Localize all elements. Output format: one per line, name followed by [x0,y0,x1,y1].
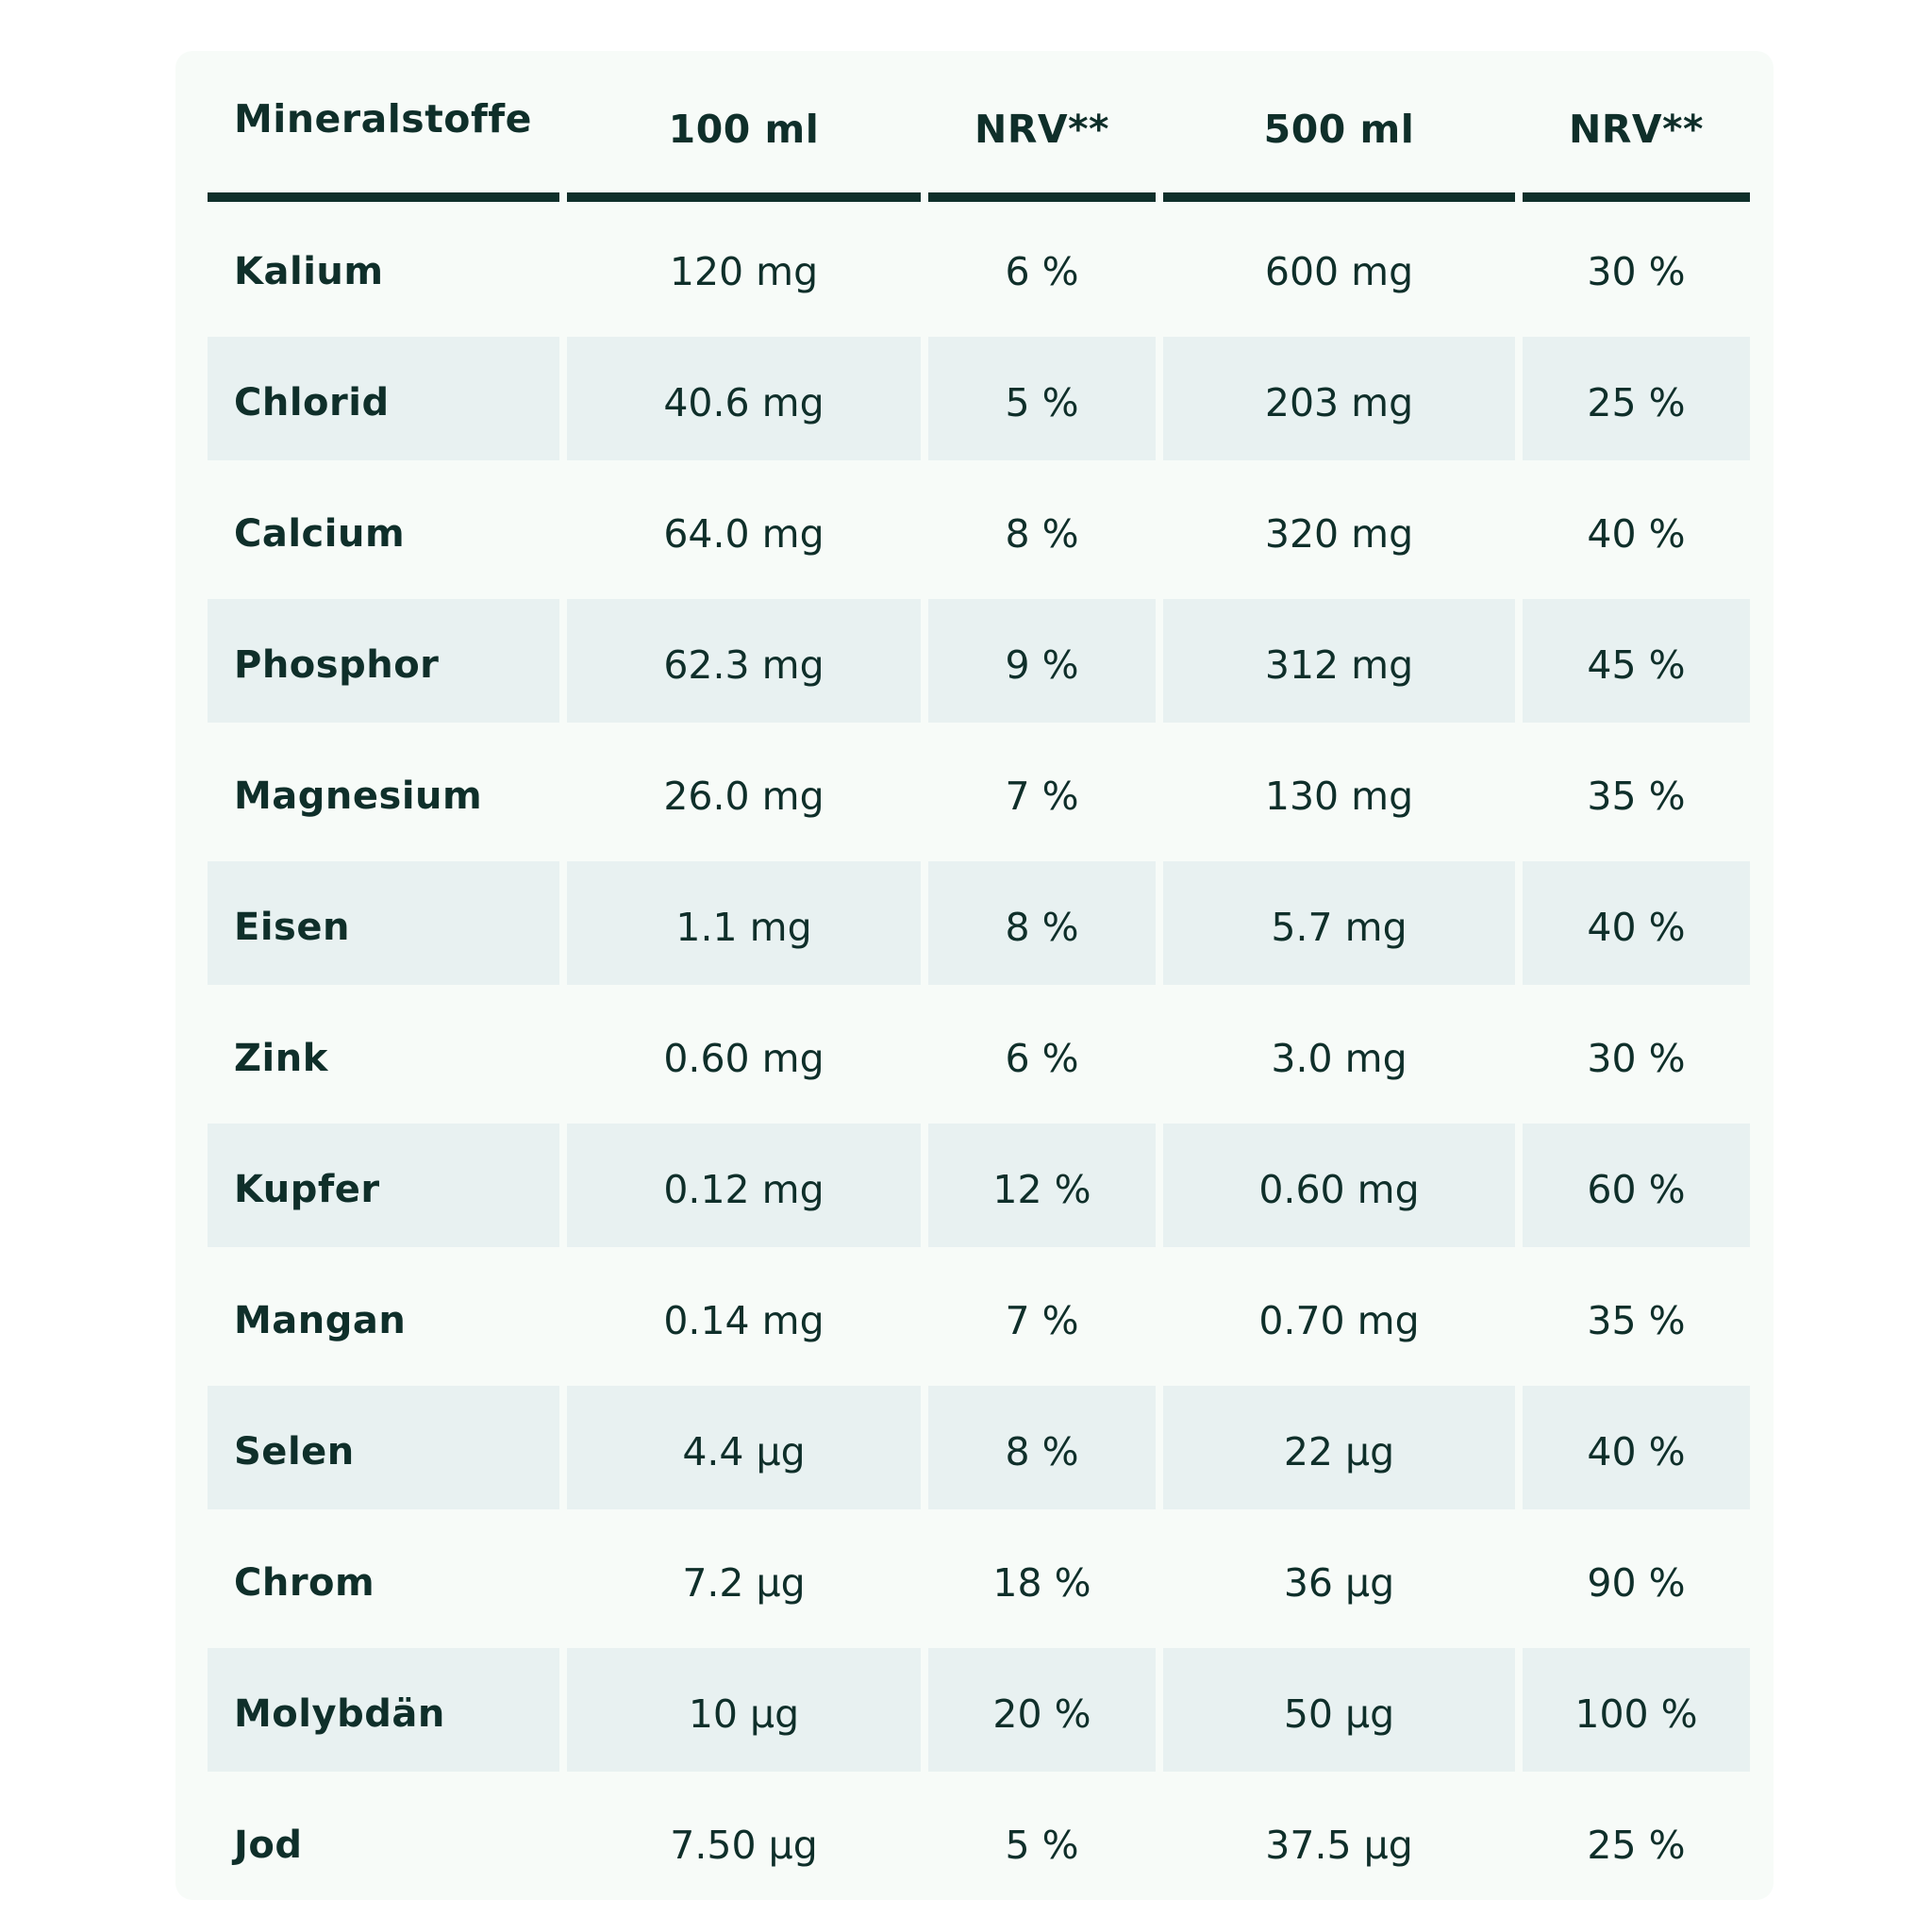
nrv-500ml: 40 % [1587,904,1686,950]
header-500ml: 500 ml [1163,66,1515,202]
mineral-name: Selen [234,1429,355,1474]
value-100ml: 40.6 mg [663,379,824,425]
value-500ml: 22 µg [1283,1428,1395,1474]
table-row [208,333,1742,464]
value-100ml-cell [567,1517,921,1641]
nrv-100ml-cell [928,1648,1156,1772]
value-500ml: 320 mg [1264,510,1414,557]
mineral-name-cell [208,992,559,1116]
table-header [208,66,1742,202]
mineral-name: Calcium [234,511,406,556]
value-100ml: 120 mg [669,248,819,294]
value-100ml: 7.50 µg [670,1822,818,1868]
mineral-name: Zink [234,1036,328,1080]
nrv-100ml-cell [928,992,1156,1116]
nrv-100ml-cell [928,1255,1156,1378]
nrv-500ml-cell [1523,1124,1750,1247]
value-100ml: 4.4 µg [682,1428,806,1474]
nrv-100ml: 6 % [1005,1035,1079,1081]
mineral-name: Eisen [234,905,350,949]
table-row [208,858,1742,989]
value-100ml: 7.2 µg [682,1559,806,1606]
value-500ml: 0.60 mg [1258,1166,1420,1212]
value-500ml: 600 mg [1264,248,1414,294]
nrv-100ml-cell [928,1124,1156,1247]
nrv-100ml: 9 % [1005,641,1079,688]
value-100ml-cell [567,206,921,329]
nrv-100ml: 5 % [1005,1822,1079,1868]
nrv-500ml: 35 % [1587,1297,1686,1343]
mineral-name-cell [208,1648,559,1772]
nrv-500ml-cell [1523,337,1750,460]
nrv-100ml: 8 % [1005,904,1079,950]
nrv-500ml: 60 % [1587,1166,1686,1212]
value-500ml-cell [1163,1517,1515,1641]
table-row [208,1251,1742,1382]
nrv-500ml-cell [1523,730,1750,854]
nrv-100ml: 18 % [992,1559,1091,1606]
value-500ml-cell [1163,337,1515,460]
value-500ml: 203 mg [1264,379,1414,425]
nrv-100ml: 20 % [992,1690,1091,1737]
nrv-500ml-cell [1523,1255,1750,1378]
nrv-500ml: 45 % [1587,641,1686,688]
value-500ml-cell [1163,206,1515,329]
value-500ml-cell [1163,861,1515,985]
mineral-name: Kalium [234,249,384,293]
mineral-name-cell [208,468,559,591]
value-500ml-cell [1163,468,1515,591]
nrv-500ml: 25 % [1587,1822,1686,1868]
mineral-name: Chrom [234,1560,375,1605]
nrv-100ml-cell [928,730,1156,854]
mineral-name: Mangan [234,1298,407,1342]
nrv-100ml-cell [928,1779,1156,1903]
value-500ml: 0.70 mg [1258,1297,1420,1343]
value-500ml-cell [1163,1779,1515,1903]
nrv-100ml: 5 % [1005,379,1079,425]
table-row [208,595,1742,726]
value-100ml-cell [567,1386,921,1509]
mineral-name: Magnesium [234,774,483,818]
nrv-500ml: 90 % [1587,1559,1686,1606]
mineral-name-cell [208,1386,559,1509]
nrv-500ml-cell [1523,599,1750,723]
nrv-100ml-cell [928,206,1156,329]
header-nrv-500ml: NRV** [1523,66,1750,202]
nrv-500ml-cell [1523,468,1750,591]
value-500ml-cell [1163,599,1515,723]
header-100ml: 100 ml [567,66,921,202]
header-mineralstoffe: Mineralstoffe [208,66,559,202]
value-100ml: 0.60 mg [663,1035,824,1081]
value-500ml-cell [1163,1648,1515,1772]
value-500ml: 5.7 mg [1271,904,1407,950]
mineral-name-cell [208,1124,559,1247]
table-row [208,1644,1742,1775]
value-100ml-cell [567,992,921,1116]
mineral-name: Phosphor [234,642,440,687]
table-row [208,1120,1742,1251]
table-row [208,1775,1742,1907]
value-100ml-cell [567,730,921,854]
value-100ml: 62.3 mg [663,641,824,688]
mineral-name: Kupfer [234,1167,380,1211]
value-100ml: 10 µg [688,1690,800,1737]
value-100ml: 0.14 mg [663,1297,824,1343]
value-100ml-cell [567,1648,921,1772]
value-100ml-cell [567,599,921,723]
nrv-500ml: 35 % [1587,773,1686,819]
value-500ml-cell [1163,1124,1515,1247]
mineral-name: Molybdän [234,1691,445,1736]
value-100ml-cell [567,1124,921,1247]
value-500ml: 37.5 µg [1265,1822,1413,1868]
nrv-500ml-cell [1523,206,1750,329]
value-500ml-cell [1163,1255,1515,1378]
value-100ml: 26.0 mg [663,773,824,819]
nrv-500ml-cell [1523,1386,1750,1509]
nrv-100ml-cell [928,468,1156,591]
mineral-name: Chlorid [234,380,390,425]
nrv-100ml: 6 % [1005,248,1079,294]
mineral-name-cell [208,1779,559,1903]
nrv-500ml: 40 % [1587,1428,1686,1474]
table-row [208,1382,1742,1513]
nrv-100ml-cell [928,861,1156,985]
value-100ml: 1.1 mg [675,904,812,950]
mineral-name-cell [208,1517,559,1641]
value-100ml-cell [567,337,921,460]
value-100ml: 0.12 mg [663,1166,824,1212]
value-100ml: 64.0 mg [663,510,824,557]
value-500ml: 130 mg [1264,773,1414,819]
nrv-500ml: 40 % [1587,510,1686,557]
nrv-100ml-cell [928,599,1156,723]
nrv-100ml-cell [928,1386,1156,1509]
mineral-table [208,66,1742,1907]
mineral-name: Jod [234,1823,303,1867]
nrv-500ml: 25 % [1587,379,1686,425]
table-row [208,464,1742,595]
value-500ml: 3.0 mg [1271,1035,1407,1081]
table-row [208,1513,1742,1644]
value-500ml-cell [1163,992,1515,1116]
header-nrv-100ml: NRV** [928,66,1156,202]
nrv-100ml-cell [928,337,1156,460]
mineral-name-cell [208,730,559,854]
nrv-500ml-cell [1523,861,1750,985]
nrv-100ml: 8 % [1005,510,1079,557]
nrv-500ml-cell [1523,1779,1750,1903]
value-500ml: 50 µg [1283,1690,1395,1737]
nrv-500ml: 30 % [1587,248,1686,294]
value-500ml: 36 µg [1283,1559,1395,1606]
nrv-100ml: 12 % [992,1166,1091,1212]
mineral-name-cell [208,861,559,985]
mineral-name-cell [208,206,559,329]
value-500ml: 312 mg [1264,641,1414,688]
nrv-500ml-cell [1523,992,1750,1116]
value-100ml-cell [567,468,921,591]
nrv-100ml-cell [928,1517,1156,1641]
nrv-500ml: 30 % [1587,1035,1686,1081]
nrv-100ml: 7 % [1005,773,1079,819]
mineral-name-cell [208,1255,559,1378]
nrv-500ml-cell [1523,1648,1750,1772]
value-100ml-cell [567,1779,921,1903]
nrv-100ml: 8 % [1005,1428,1079,1474]
value-100ml-cell [567,861,921,985]
nrv-500ml: 100 % [1574,1690,1698,1737]
nrv-500ml-cell [1523,1517,1750,1641]
value-100ml-cell [567,1255,921,1378]
mineral-name-cell [208,599,559,723]
nrv-100ml: 7 % [1005,1297,1079,1343]
table-row [208,726,1742,858]
table-row [208,989,1742,1120]
table-body [208,202,1742,1907]
value-500ml-cell [1163,1386,1515,1509]
table-row [208,202,1742,333]
value-500ml-cell [1163,730,1515,854]
mineral-name-cell [208,337,559,460]
